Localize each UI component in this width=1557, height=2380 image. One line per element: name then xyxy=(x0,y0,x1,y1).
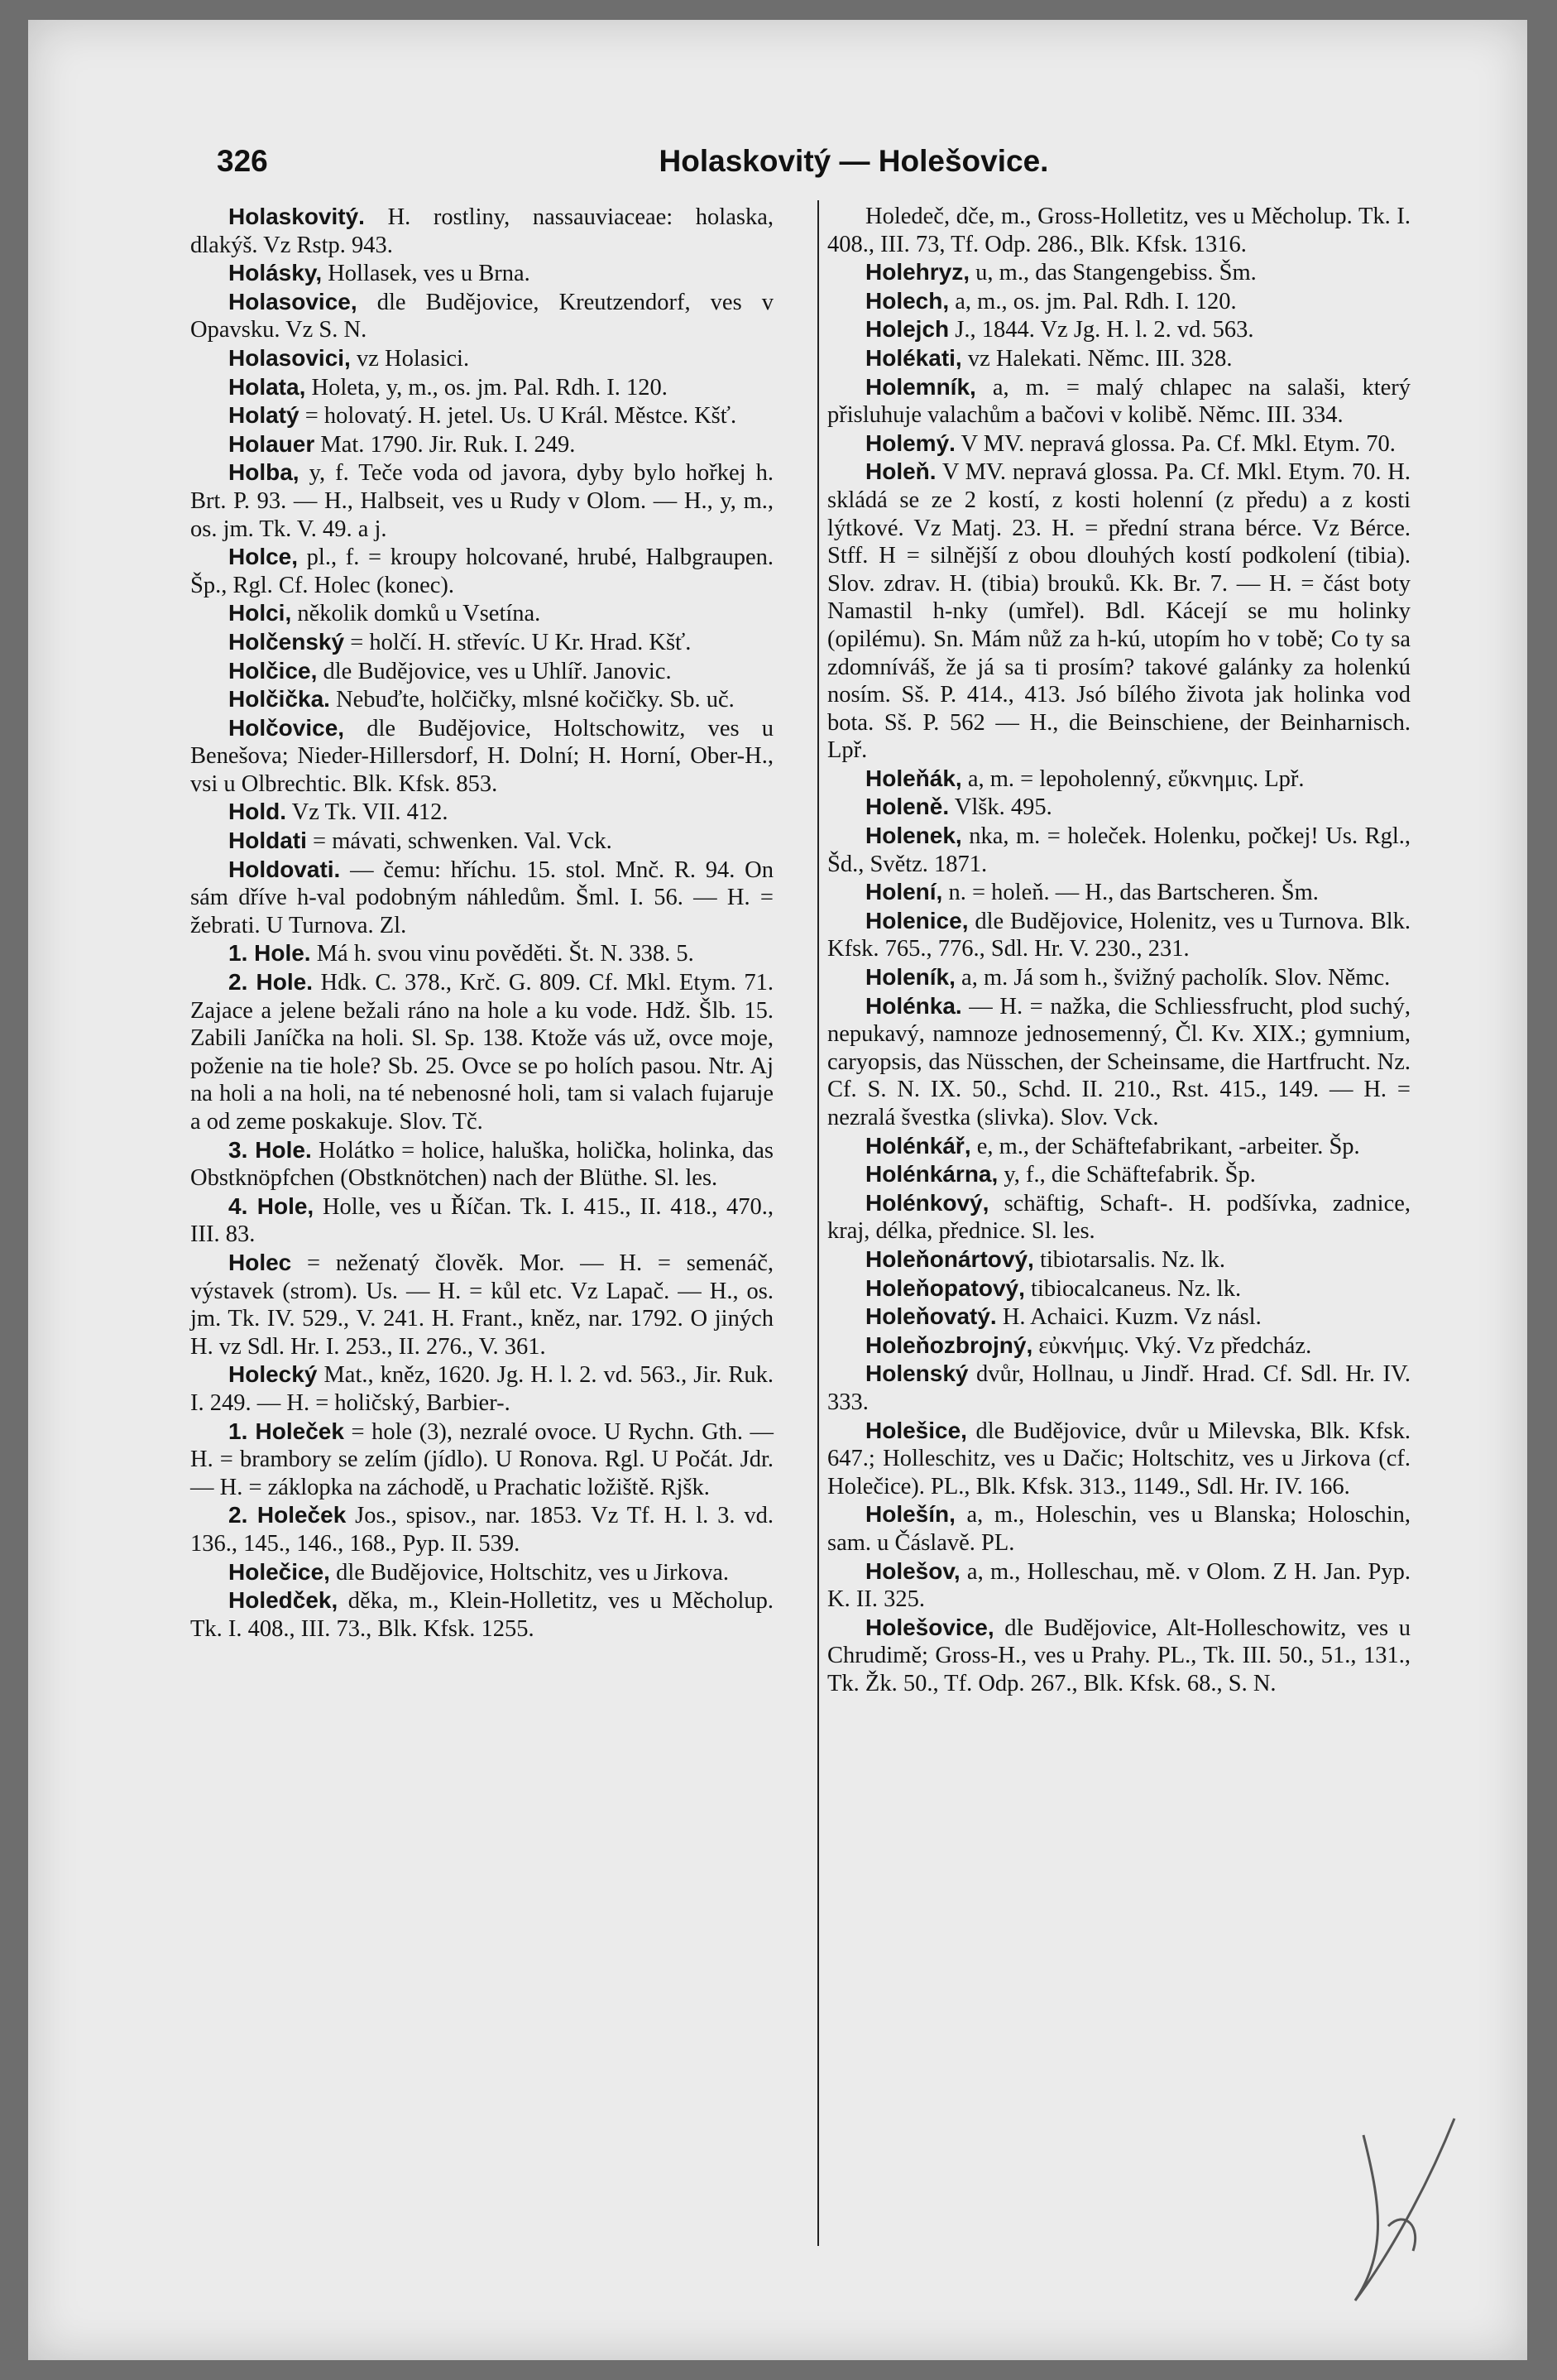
entry-definition: H. rostliny, nassauviaceae: holaska, dlakýš. Vz Rstp. 943. xyxy=(190,204,774,258)
entry-definition: schäftig, Schaft-. H. podšívka, zadnice, kraj, délka, přednice. Sl. les. xyxy=(827,1190,1411,1245)
entry-definition: V MV. nepravá glossa. Pa. Cf. Mkl. Etym. 70. H. skládá se ze 2 kostí, z kosti holenní (z předu) a z kosti lýtkové. Vz Matj. 23. H. = přední strana bérce. Vz Bérce. Stff. H = silnější z obou dlouhých kostí podkolení (tibia). Slov. zdrav. H. (tibia) brouků. Kk. Br. 7. — H. = část boty Namastil h-nky (umřel). Bdl. Kácejí se mu holinky (opilému). Sn. Mám nůž za h-kú, utopím ho v tobě; Co ty sa zdomníváš, že já sa ti prosím? takové galánky za holenkú nosím. Sš. P. 414., 413. Jsó bílého života jak holinka vod bota. Sš. P. 562 — H., die Beinschiene, der Beinharnisch. Lpř. xyxy=(827,459,1411,764)
entry-definition: Mat. 1790. Jir. Ruk. I. 249. xyxy=(314,431,576,458)
entry-headword: Holdati xyxy=(228,828,307,854)
dictionary-entry xyxy=(827,822,1411,878)
entry-headword: Holeňonártový, xyxy=(865,1245,1034,1272)
entry-headword: Holeně. xyxy=(865,794,950,820)
left-column xyxy=(190,203,774,1643)
entry-definition: dle Budějovice, Kreutzendorf, ves v Opavsku. Vz S. N. xyxy=(190,289,774,343)
entry-headword: Holčička. xyxy=(228,686,330,713)
dictionary-entry xyxy=(190,1136,774,1192)
entry-headword: 1. Holeček xyxy=(228,1418,344,1444)
entry-headword: 3. Hole. xyxy=(228,1136,312,1163)
dictionary-entry xyxy=(827,373,1411,429)
entry-definition: εὐκνήμις. Vký. Vz předcház. xyxy=(1032,1332,1312,1359)
entry-definition: Vz Tk. VII. 412. xyxy=(286,799,448,826)
entry-headword: Holešice, xyxy=(865,1417,967,1443)
entry-definition: děka, m., Klein-Holletitz, ves u Měcholup. Tk. I. 408., III. 73., Blk. Kfsk. 1255. xyxy=(190,1588,774,1642)
dictionary-entry xyxy=(190,599,774,628)
page-header xyxy=(217,144,1491,194)
dictionary-entry xyxy=(827,203,1411,258)
entry-headword: Holčice, xyxy=(228,657,318,684)
entry-headword: Holci, xyxy=(228,600,292,626)
entry-headword: Holeňák, xyxy=(865,765,962,791)
dictionary-entry xyxy=(190,430,774,459)
entry-headword: 1. Hole. xyxy=(228,940,311,967)
entry-headword: Holemý. xyxy=(865,429,956,456)
dictionary-entry xyxy=(827,315,1411,344)
entry-headword: Holce, xyxy=(228,544,299,570)
entry-headword: Holasovici, xyxy=(228,344,351,371)
entry-definition: Mat., kněz, 1620. Jg. H. l. 2. vd. 563., Jir. Ruk. I. 249. — H. = holičský, Barbier-. xyxy=(190,1362,774,1416)
dictionary-entry xyxy=(190,543,774,599)
dictionary-entry xyxy=(190,856,774,940)
dictionary-entry xyxy=(190,1501,774,1557)
entry-definition: a, m. Já som h., švižný pacholík. Slov. Němc. xyxy=(955,965,1391,991)
entry-headword: Holčenský xyxy=(228,628,345,655)
entry-definition: dle Budějovice, Holtschowitz, ves u Benešova; Nieder-Hillersdorf, H. Dolní; H. Horní, Ober-H., vsi u Olbrechtic. Blk. Kfsk. 853. xyxy=(190,715,774,797)
dictionary-entry xyxy=(190,968,774,1136)
entry-definition: H. Achaici. Kuzm. Vz násl. xyxy=(996,1304,1262,1331)
entry-definition: několik domků u Vsetína. xyxy=(291,601,541,627)
entry-definition: e, m., der Schäftefabrikant, -arbeiter. Šp. xyxy=(970,1133,1360,1159)
entry-headword: Holecký xyxy=(228,1361,318,1388)
entry-definition: Hdk. C. 378., Krč. G. 809. Cf. Mkl. Etym. 71. Zajace a jelene bežali ráno na hole a ku vode. Hdž. Šlb. 15. Zabili Janíčka na holi. Sl. Sp. 138. Ktože vás už, ovce moje, poženie na tie hole? Sb. 25. Ovce se po holích pasou. Ntr. Aj na holi a na holi, na té nebenosné holi, tam si valach fujaruje a od zeme poskakuje. Slov. Tč. xyxy=(190,970,774,1135)
entry-definition: Jos., spisov., nar. 1853. Vz Tf. H. l. 3. vd. 136., 145., 146., 168., Pyp. II. 539. xyxy=(190,1503,774,1557)
entry-headword: Holba, xyxy=(228,459,299,486)
dictionary-entry xyxy=(827,765,1411,794)
entry-headword: Hold. xyxy=(228,799,286,825)
entry-definition: n. = holeň. — H., das Bartscheren. Šm. xyxy=(942,880,1319,906)
entry-definition: = holčí. H. střevíc. U Kr. Hrad. Kšť. xyxy=(344,629,692,655)
dictionary-entry xyxy=(190,1586,774,1643)
entry-definition: — čemu: hříchu. 15. stol. Mnč. R. 94. On sám dříve h-val podobným náhledům. Šml. I. 56. — H. = žebrati. U Turnova. Zl. xyxy=(190,857,774,938)
entry-definition: dvůr, Hollnau, u Jindř. Hrad. Cf. Sdl. Hr. IV. 333. xyxy=(827,1361,1411,1415)
entry-definition: Holedeč, dče, m., Gross-Holletitz, ves u Měcholup. Tk. I. 408., III. 73, Tf. Odp. 286., Blk. Kfsk. 1316. xyxy=(827,204,1411,257)
entry-headword: Holec xyxy=(228,1249,292,1275)
dictionary-entry xyxy=(190,685,774,714)
entry-headword: Holásky, xyxy=(228,260,323,286)
dictionary-entry xyxy=(827,1500,1411,1557)
dictionary-entry xyxy=(190,344,774,373)
dictionary-entry xyxy=(827,458,1411,765)
right-column xyxy=(827,203,1411,1697)
page-number: 326 xyxy=(217,144,268,178)
entry-definition: = hole (3), nezralé ovoce. U Rychn. Gth. — H. = brambory se zelím (jídlo). U Ronova. Rgl. U Počát. Jdr. — H. = záklopka na záchodě, u Prachatic ložiště. Rjšk. xyxy=(190,1418,774,1500)
dictionary-entry xyxy=(827,344,1411,373)
entry-headword: Holeň. xyxy=(865,458,937,485)
entry-definition: tibiotarsalis. Nz. lk. xyxy=(1033,1246,1225,1273)
entry-definition: a, m. = malý chlapec na salaši, který přisluhuje valachům a bačovi v kolibě. Němc. III. 334. xyxy=(827,374,1411,429)
entry-definition: a, m. = lepoholenný, εὔκνημις. Lpř. xyxy=(961,765,1305,792)
dictionary-entry xyxy=(827,1303,1411,1332)
dictionary-entry xyxy=(190,288,774,344)
column-divider xyxy=(817,200,819,2246)
entry-headword: Holešín, xyxy=(865,1501,956,1528)
entry-definition: = mávati, schwenken. Val. Vck. xyxy=(306,828,612,855)
entry-headword: Holenice, xyxy=(865,907,969,933)
entry-headword: Holékati, xyxy=(865,344,962,371)
entry-headword: Holemník, xyxy=(865,373,976,400)
dictionary-entry xyxy=(827,287,1411,316)
entry-headword: Holénkový, xyxy=(865,1189,989,1216)
running-head: Holaskovitý — Holešovice. xyxy=(659,144,1049,178)
dictionary-entry xyxy=(190,1249,774,1360)
entry-definition: Má h. svou vinu pověděti. Št. N. 338. 5. xyxy=(310,941,694,967)
entry-headword: Holedček, xyxy=(228,1587,338,1614)
entry-definition: tibiocalcaneus. Nz. lk. xyxy=(1024,1275,1242,1302)
entry-headword: Holasovice, xyxy=(228,288,357,314)
dictionary-entry xyxy=(827,1189,1411,1245)
entry-definition: y, f., die Schäftefabrik. Šp. xyxy=(998,1162,1256,1188)
entry-definition: Vlšk. 495. xyxy=(949,794,1052,821)
entry-definition: nka, m. = holeček. Holenku, počkej! Us. Rgl., Šd., Světz. 1871. xyxy=(827,823,1411,877)
dictionary-entry xyxy=(190,1192,774,1249)
entry-headword: Holehryz, xyxy=(865,259,970,286)
dictionary-entry xyxy=(190,1418,774,1502)
dictionary-entry xyxy=(827,1360,1411,1416)
entry-definition: a, m., os. jm. Pal. Rdh. I. 120. xyxy=(949,288,1237,314)
dictionary-entry xyxy=(827,1557,1411,1614)
dictionary-entry xyxy=(827,878,1411,907)
entry-headword: Holejch xyxy=(865,316,950,343)
entry-definition: Nebuďte, holčičky, mlsné kočičky. Sb. uč. xyxy=(329,687,735,713)
entry-definition: J., 1844. Vz Jg. H. l. 2. vd. 563. xyxy=(949,317,1254,343)
dictionary-entry xyxy=(827,1614,1411,1698)
entry-definition: Holle, ves u Říčan. Tk. I. 415., II. 418., 470., III. 83. xyxy=(190,1193,774,1248)
entry-headword: Holeňovatý. xyxy=(865,1303,997,1330)
dictionary-entry xyxy=(190,1558,774,1587)
dictionary-entry xyxy=(190,714,774,799)
entry-headword: Holénkárna, xyxy=(865,1161,999,1188)
dictionary-entry xyxy=(827,429,1411,458)
entry-definition: dle Budějovice, Holenitz, ves u Turnova. Blk. Kfsk. 765., 776., Sdl. Hr. V. 230., 231. xyxy=(827,908,1411,962)
entry-definition: a, m., Holleschau, mě. v Olom. Z H. Jan. Pyp. K. II. 325. xyxy=(827,1558,1411,1613)
dictionary-entry xyxy=(190,1360,774,1417)
dictionary-entry xyxy=(190,939,774,968)
entry-definition: a, m., Holeschin, ves u Blanska; Holoschin, sam. u Čáslavě. PL. xyxy=(827,1502,1411,1556)
entry-definition: y, f. Teče voda od javora, dyby bylo hořkej h. Brt. P. 93. — H., Halbseit, ves u Rudy v Olom. — H., y, m., os. jm. Tk. V. 49. a j. xyxy=(190,460,774,542)
entry-headword: Holčovice, xyxy=(228,714,345,741)
entry-headword: Holeňopatový, xyxy=(865,1274,1025,1301)
entry-definition: pl., f. = kroupy holcované, hrubé, Halbgraupen. Šp., Rgl. Cf. Holec (konec). xyxy=(190,545,774,598)
entry-headword: Holenek, xyxy=(865,823,962,849)
dictionary-entry xyxy=(827,992,1411,1132)
entry-headword: 2. Holeček xyxy=(228,1502,347,1528)
dictionary-entry xyxy=(827,963,1411,992)
entry-definition: dle Budějovice, dvůr u Milevska, Blk. Kfsk. 647.; Holleschitz, ves u Dačic; Holtschitz, ves u Jirkova (cf. Holečice). PL., Blk. Kfsk. 313., 1149., Sdl. Hr. IV. 166. xyxy=(827,1418,1411,1499)
entry-headword: Holenský xyxy=(865,1360,969,1387)
entry-headword: Holeník, xyxy=(865,964,956,991)
dictionary-entry xyxy=(827,907,1411,963)
entry-headword: Holešovice, xyxy=(865,1614,994,1640)
entry-definition: dle Budějovice, Alt-Holleschowitz, ves u Chrudimě; Gross-H., ves u Prahy. PL., Tk. III. 50., 51., 131., Tk. Žk. 50., Tf. Odp. 267., Blk. Kfsk. 68., S. N. xyxy=(827,1615,1411,1696)
entry-headword: Holeňozbrojný, xyxy=(865,1332,1033,1358)
entry-headword: Holdovati. xyxy=(228,856,341,882)
handwritten-mark-icon xyxy=(1330,2102,1471,2309)
dictionary-entry xyxy=(190,203,774,259)
entry-definition: Holeta, y, m., os. jm. Pal. Rdh. I. 120. xyxy=(305,374,668,401)
entry-definition: u, m., das Stangengebiss. Šm. xyxy=(970,260,1257,286)
entry-definition: Hollasek, ves u Brna. xyxy=(322,261,530,287)
entry-headword: Holata, xyxy=(228,373,306,400)
dictionary-entry xyxy=(827,1160,1411,1189)
entry-headword: Holení, xyxy=(865,879,943,905)
dictionary-entry xyxy=(190,798,774,827)
dictionary-entry xyxy=(827,258,1411,287)
dictionary-entry xyxy=(190,373,774,402)
entry-definition: dle Budějovice, ves u Uhlíř. Janovic. xyxy=(317,658,672,684)
entry-headword: Holauer xyxy=(228,430,315,457)
dictionary-entry xyxy=(827,1245,1411,1274)
dictionary-entry xyxy=(190,259,774,288)
entry-headword: Holešov, xyxy=(865,1557,961,1584)
dictionary-entry xyxy=(827,1274,1411,1303)
dictionary-entry xyxy=(190,657,774,686)
entry-definition: Holátko = holice, haluška, holička, holinka, das Obstknöpfchen (Obstknötchen) nach der Blüthe. Sl. les. xyxy=(190,1137,774,1192)
entry-headword: Holech, xyxy=(865,287,950,314)
entry-definition: V MV. nepravá glossa. Pa. Cf. Mkl. Etym. 70. xyxy=(955,430,1396,457)
entry-headword: Holénka. xyxy=(865,992,962,1019)
entry-definition: — H. = nažka, die Schliessfrucht, plod suchý, nepukavý, namnoze jednosemenný, Čl. Kv. XIX.; gymnium, caryopsis, das Nüsschen, der Scheinsame, die Hartfrucht. Nz. Cf. S. N. IX. 50., Schd. II. 210., Rst. 415., 149. — H. = nezralá švestka (slivka). Slov. Vck. xyxy=(827,993,1411,1130)
dictionary-entry xyxy=(190,458,774,543)
dictionary-entry xyxy=(190,628,774,657)
entry-definition: dle Budějovice, Holtschitz, ves u Jirkova. xyxy=(329,1559,729,1586)
entry-headword: Holečice, xyxy=(228,1558,330,1585)
dictionary-entry xyxy=(190,827,774,856)
entry-headword: Holénkář, xyxy=(865,1132,971,1159)
entry-definition: vz Halekati. Němc. III. 328. xyxy=(961,345,1233,372)
entry-headword: 2. Hole. xyxy=(228,969,314,996)
dictionary-entry xyxy=(827,1417,1411,1501)
entry-definition: vz Holasici. xyxy=(350,345,470,372)
entry-headword: 4. Hole, xyxy=(228,1192,314,1219)
entry-definition: = neženatý člověk. Mor. — H. = semenáč, výstavek (strom). Us. — H. = kůl etc. Vz Lapač. — H., os. jm. Tk. IV. 529., V. 241. H. Frant., kněz, nar. 1792. O jiných H. vz Sdl. Hr. I. 253., II. 276., V. 361. xyxy=(190,1250,774,1360)
dictionary-entry xyxy=(827,793,1411,822)
dictionary-entry xyxy=(827,1132,1411,1161)
entry-headword: Holaskovitý. xyxy=(228,204,365,229)
dictionary-entry xyxy=(827,1332,1411,1360)
dictionary-entry xyxy=(190,401,774,430)
entry-definition: = holovatý. H. jetel. Us. U Král. Městce. Kšť. xyxy=(299,403,737,429)
entry-headword: Holatý xyxy=(228,402,299,429)
